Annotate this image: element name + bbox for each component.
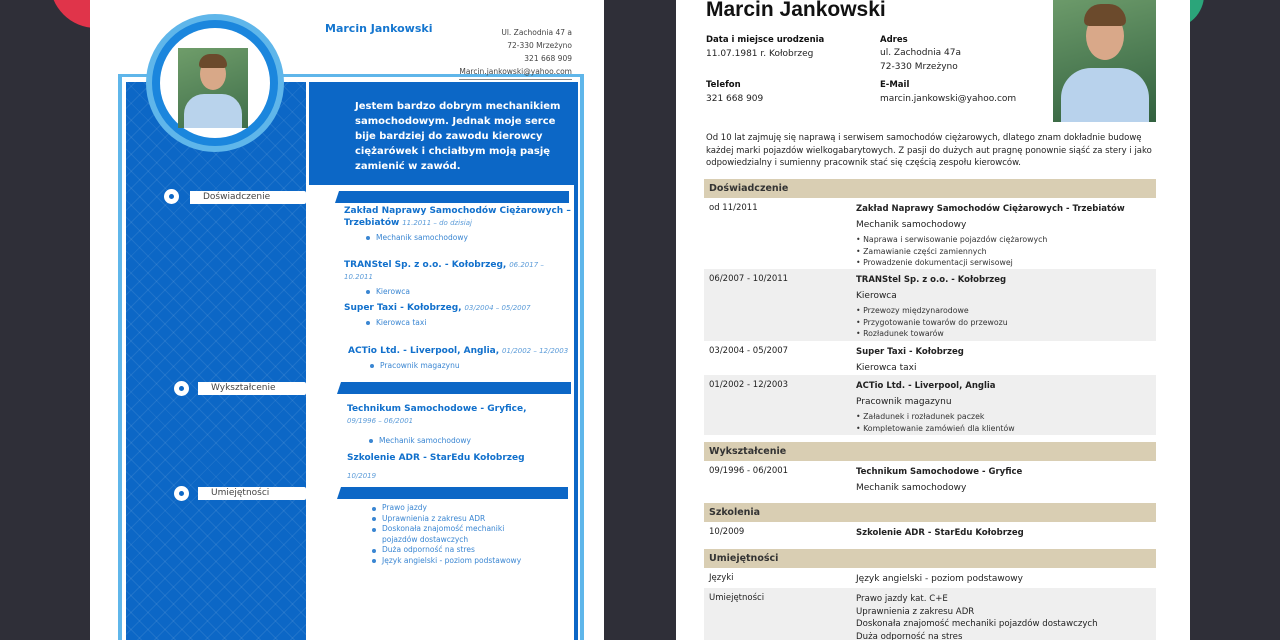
label-address: Adres: [880, 35, 908, 45]
education-entry: Technikum Samochodowe - Gryfice, 09/1996 – 06/2001 Mechanik samochodowy: [347, 403, 577, 447]
list-item: • Przygotowanie towarów do przewozu: [856, 317, 1152, 329]
profile-photo: [178, 48, 248, 128]
label-birth: Data i miejsce urodzenia: [706, 35, 825, 45]
experience-entry: Super Taxi - Kołobrzeg, 03/2004 – 05/2007 Kierowca taxi: [344, 302, 574, 329]
summary-text: Od 10 lat zajmuję się naprawą i serwisem samochodów ciężarowych, dlatego znam dokładnie budowę każdej marki pojazdów wielkogabarytowych. Z pasji do dużych aut pragnę ponownie siąść za stery i jako odpowiedzialny i sumienny pracownik stać się częścią zespołu kierowców.: [706, 133, 1152, 168]
section-bar: [337, 487, 568, 499]
list-item: • Prowadzenie dokumentacji serwisowej: [856, 257, 1152, 269]
section-tab-experience: Doświadczenie: [190, 191, 306, 204]
list-item: • Naprawa i serwisowanie pojazdów ciężarowych: [856, 234, 1152, 246]
value-phone: 321 668 909: [706, 94, 764, 104]
about-text: Jestem bardzo dobrym mechanikiem samochodowym. Jednak moje serce bije bardziej do zawodu kierowcy ciężarówek i chciałbym moją pasję zamienić w zawód.: [355, 101, 561, 172]
section-dot-icon: [174, 486, 189, 501]
profile-photo: [1053, 0, 1156, 122]
value-birth: 11.07.1981 r. Kołobrzeg: [706, 49, 814, 59]
label-phone: Telefon: [706, 80, 741, 90]
list-item: • Rozładunek towarów: [856, 328, 1152, 340]
value-address: ul. Zachodnia 47a 72-330 Mrzeżyno: [880, 48, 962, 72]
contact-phone: 321 668 909: [524, 54, 572, 63]
list-item: • Kompletowanie zamówień dla klientów: [856, 423, 1152, 435]
cv-name: Marcin Jankowski: [706, 0, 886, 21]
table-row: 06/2007 - 10/2011 TRANStel Sp. z o.o. - Kołobrzeg Kierowca • Przewozy międzynarodowe • Przygotowanie towarów do przewozu • Rozładunek towarów: [704, 269, 1156, 341]
contact-email: Marcin.jankowski@yahoo.com: [459, 65, 572, 80]
section-header-education: Wykształcenie: [704, 442, 1156, 461]
label-email: E-Mail: [880, 80, 910, 90]
contact-block: [459, 26, 572, 80]
table-row: 10/2009 Szkolenie ADR - StarEdu Kołobrzeg: [709, 527, 1024, 538]
photo-ring: [146, 14, 284, 152]
about-box: [309, 82, 577, 185]
section-dot-icon: [174, 381, 189, 396]
list-item: • Przewozy międzynarodowe: [856, 305, 1152, 317]
list-item: • Załadunek i rozładunek paczek: [856, 411, 1152, 423]
list-item: Prawo jazdy: [382, 503, 542, 514]
list-item: Doskonała znajomość mechaniki pojazdów dostawczych: [382, 524, 542, 545]
section-header-experience: Doświadczenie: [704, 179, 1156, 198]
contact-street: Ul. Zachodnia 47 a: [501, 28, 572, 37]
value-email: marcin.jankowski@yahoo.com: [880, 94, 1017, 104]
table-row: Umiejętności Prawo jazdy kat. C+E Uprawnienia z zakresu ADR Doskonała znajomość mechaniki pojazdów dostawczych Duża odporność na stres: [704, 588, 1156, 640]
section-header-skills: Umiejętności: [704, 549, 1156, 568]
list-item: Duża odporność na stres: [382, 545, 542, 556]
list-item: • Zamawianie części zamiennych: [856, 246, 1152, 258]
table-row: 09/1996 - 06/2001 Technikum Samochodowe - Gryfice Mechanik samochodowy: [709, 466, 1023, 493]
section-dot-icon: [164, 189, 179, 204]
contact-city: 72-330 Mrzeżyno: [507, 41, 572, 50]
experience-entry: TRANStel Sp. z o.o. - Kołobrzeg, 06.2017 – 10.2011 Kierowca: [344, 259, 574, 298]
cv-template-blue: [90, 0, 604, 640]
experience-entry: Zakład Naprawy Samochodów Ciężarowych – Trzebiatów 11.2011 – do dzisiaj Mechanik samochodowy: [344, 205, 574, 244]
list-item: Uprawnienia z zakresu ADR: [382, 514, 542, 525]
skills-list: [382, 503, 542, 566]
section-tab-education: Wykształcenie: [198, 382, 306, 395]
section-header-training: Szkolenia: [704, 503, 1156, 522]
experience-entry: ACTio Ltd. - Liverpool, Anglia, 01/2002 – 12/2003 Pracownik magazynu: [348, 345, 578, 372]
list-item: Język angielski - poziom podstawowy: [382, 556, 542, 567]
cv-name: Marcin Jankowski: [325, 22, 433, 35]
section-bar: [337, 382, 571, 394]
section-tab-skills: Umiejętności: [198, 487, 306, 500]
table-row: 01/2002 - 12/2003 ACTio Ltd. - Liverpool, Anglia Pracownik magazynu • Załadunek i rozładunek paczek • Kompletowanie zamówień dla klientów: [704, 375, 1156, 435]
table-row: 03/2004 - 05/2007 Super Taxi - Kołobrzeg Kierowca taxi: [709, 346, 964, 373]
table-row: od 11/2011 Zakład Naprawy Samochodów Ciężarowych - Trzebiatów Mechanik samochodowy • Naprawa i serwisowanie pojazdów ciężarowych • Zamawianie części zamiennych • Prowadzenie dokumentacji serwisowej: [704, 198, 1156, 268]
section-bar: [335, 191, 569, 203]
cv-template-classic: [676, 0, 1190, 640]
table-row: Języki Język angielski - poziom podstawowy: [709, 573, 1023, 584]
education-entry: Szkolenie ADR - StarEdu Kołobrzeg 10/2019: [347, 453, 525, 480]
